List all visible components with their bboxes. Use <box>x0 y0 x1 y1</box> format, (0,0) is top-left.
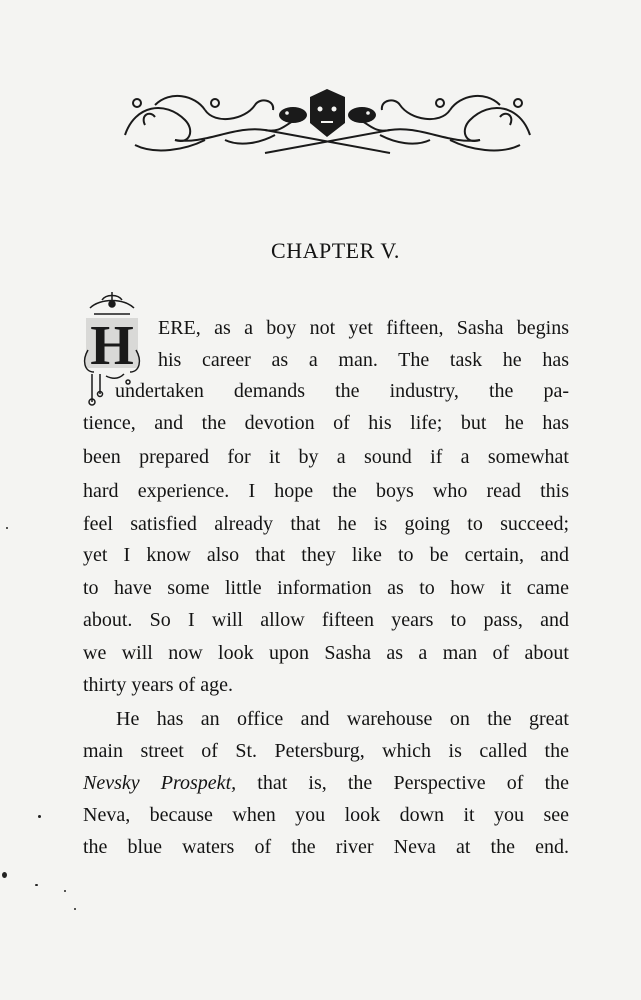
text-line: feel satisfied already that he is going to succeed; <box>83 513 569 535</box>
speck <box>2 872 7 878</box>
speck <box>74 908 76 910</box>
dropcap-letter: H <box>90 315 134 377</box>
speck <box>38 815 41 818</box>
text-span: that is, the Perspective of the <box>236 772 570 794</box>
text-line: Neva, because when you look down it you see <box>83 804 569 826</box>
text-line: to have some little information as to how it came <box>83 577 569 599</box>
text-line: been prepared for it by a sound if a somewhat <box>83 446 569 468</box>
text-line: main street of St. Petersburg, which is called the <box>83 740 569 762</box>
text-line: tience, and the devotion of his life; but he has <box>83 412 569 434</box>
text-line: about. So I will allow fifteen years to pass, and <box>83 609 569 631</box>
text-line: the blue waters of the river Neva at the end. <box>83 836 569 858</box>
text-line: ERE, as a boy not yet fifteen, Sasha begins <box>158 317 569 339</box>
text-line: we will now look upon Sasha as a man of about <box>83 642 569 664</box>
text-line <box>83 773 569 793</box>
text-line: his career as a man. The task he has <box>158 349 569 371</box>
text-line: hard experience. I hope the boys who read this <box>83 480 569 502</box>
speck <box>6 527 8 529</box>
speck <box>35 884 38 886</box>
text-line: He has an office and warehouse on the great <box>116 708 569 730</box>
italic-phrase: Nevsky Prospekt, <box>83 772 237 794</box>
headpiece-ornament <box>115 85 540 160</box>
speck <box>64 890 66 892</box>
chapter-title: CHAPTER V. <box>271 238 400 263</box>
text-line: thirty years of age. <box>83 674 233 696</box>
text-line: undertaken demands the industry, the pa- <box>115 380 569 402</box>
text-line: yet I know also that they like to be certain, and <box>83 544 569 566</box>
